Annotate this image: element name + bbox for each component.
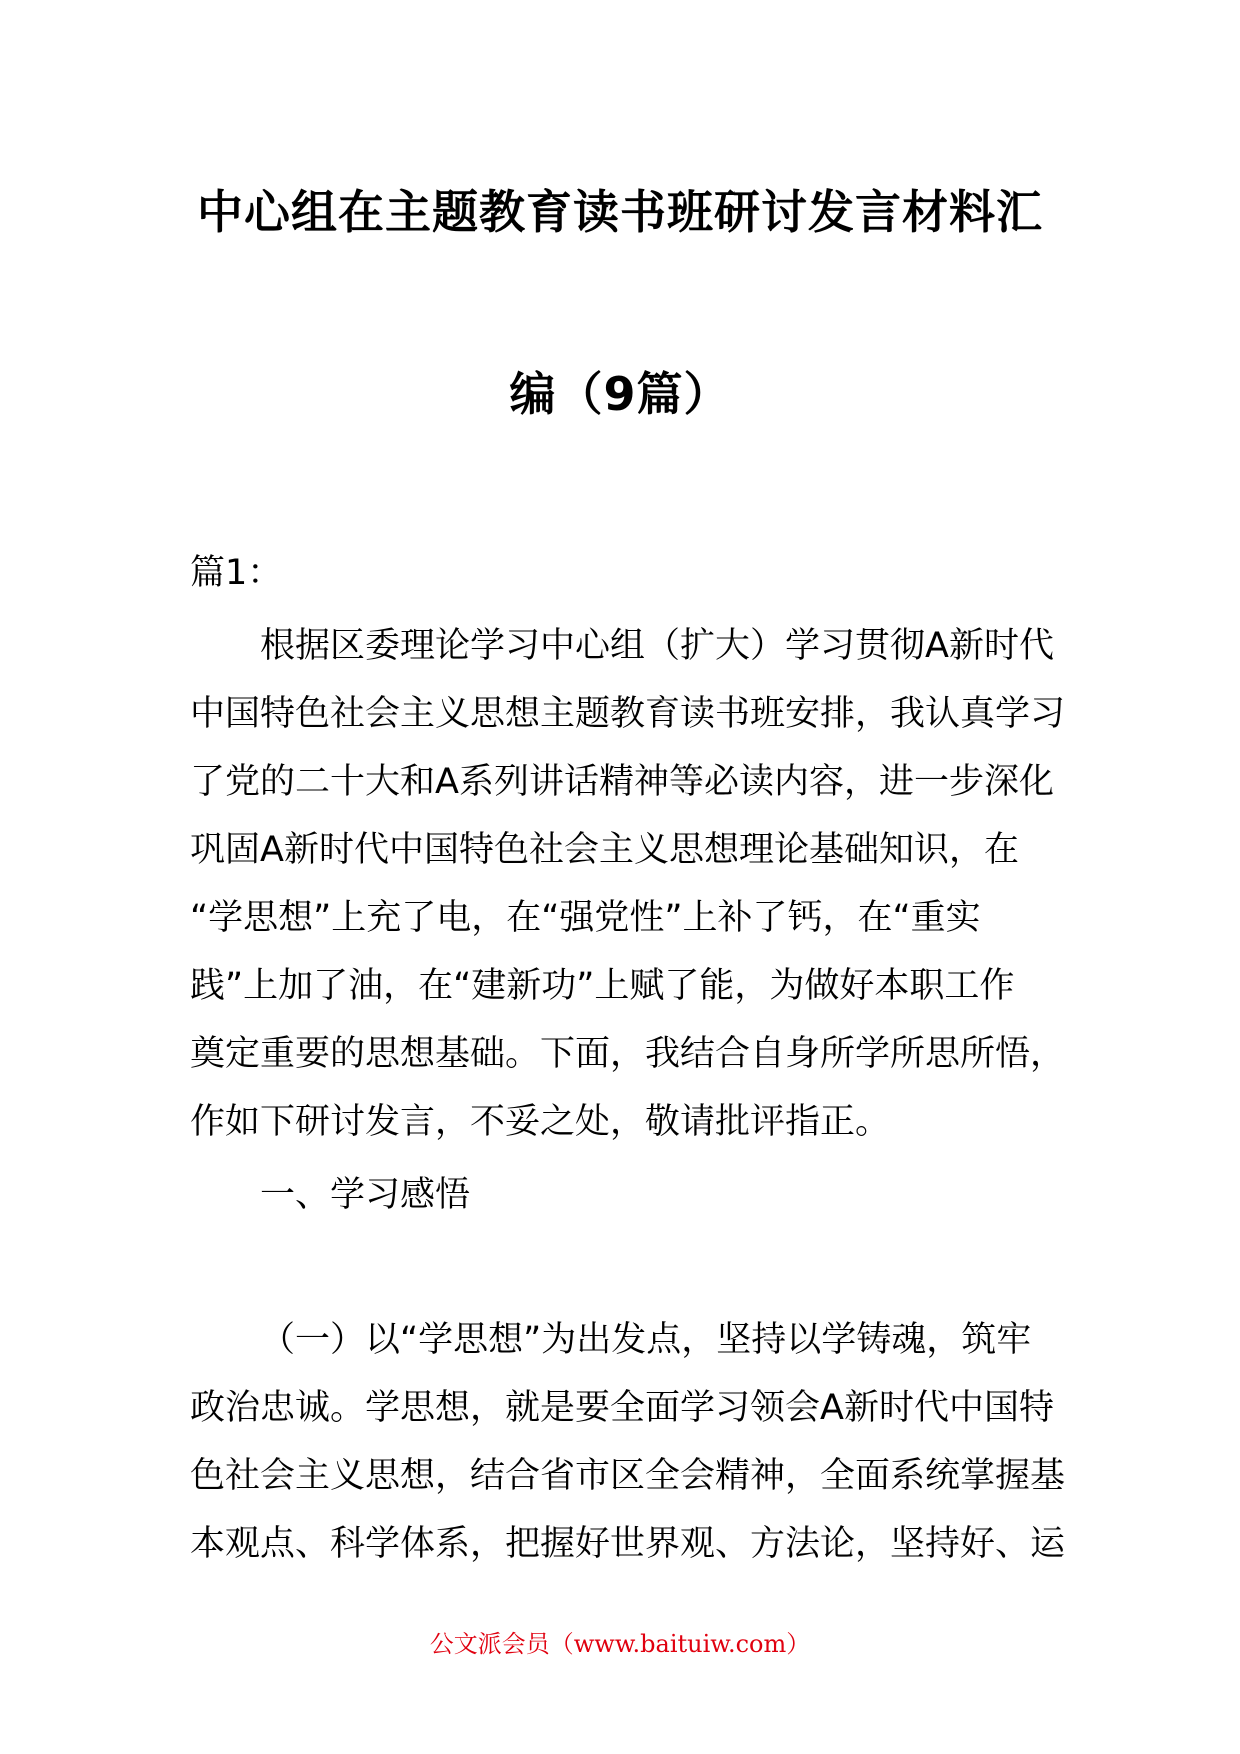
paragraph-line: （一）以“学思想”为出发点，坚持以学铸魂，筑牢 [260, 1320, 1032, 1360]
footer-watermark-link[interactable]: 公文派会员（www.baituiw.com） [429, 1630, 811, 1658]
paragraph-2 [190, 1306, 1070, 1578]
paragraph-line: 色社会主义思想，结合省市区全会精神，全面系统掌握基 [190, 1456, 1066, 1496]
paragraph-line: 本观点、科学体系，把握好世界观、方法论，坚持好、运 [190, 1524, 1066, 1564]
paragraph-line: 奠定重要的思想基础。下面，我结合自身所学所思所悟， [190, 1034, 1066, 1074]
paragraph-line: 中国特色社会主义思想主题教育读书班安排，我认真学习 [190, 694, 1066, 734]
paragraph-line: 践”上加了油，在“建新功”上赋了能，为做好本职工作 [190, 966, 1015, 1006]
document-title-line-1: 中心组在主题教育读书班研讨发言材料汇 [197, 185, 1043, 239]
paragraph-line: 巩固A新时代中国特色社会主义思想理论基础知识，在 [190, 830, 1019, 870]
paragraph-line: “学思想”上充了电，在“强党性”上补了钙，在“重实 [190, 898, 981, 938]
paragraph-line: 作如下研讨发言，不妥之处，敬请批评指正。 [190, 1102, 891, 1142]
paragraph-line: 了党的二十大和A系列讲话精神等必读内容，进一步深化 [190, 762, 1054, 802]
paragraph-1 [190, 612, 1070, 1156]
paragraph-line: 根据区委理论学习中心组（扩大）学习贯彻A新时代 [260, 626, 1054, 666]
section-label: 篇1： [190, 553, 283, 593]
paragraph-line: 政治忠诚。学思想，就是要全面学习领会A新时代中国特 [190, 1388, 1054, 1428]
document-title-line-2: 编（9篇） [509, 367, 731, 421]
section-heading: 一、学习感悟 [260, 1175, 471, 1215]
